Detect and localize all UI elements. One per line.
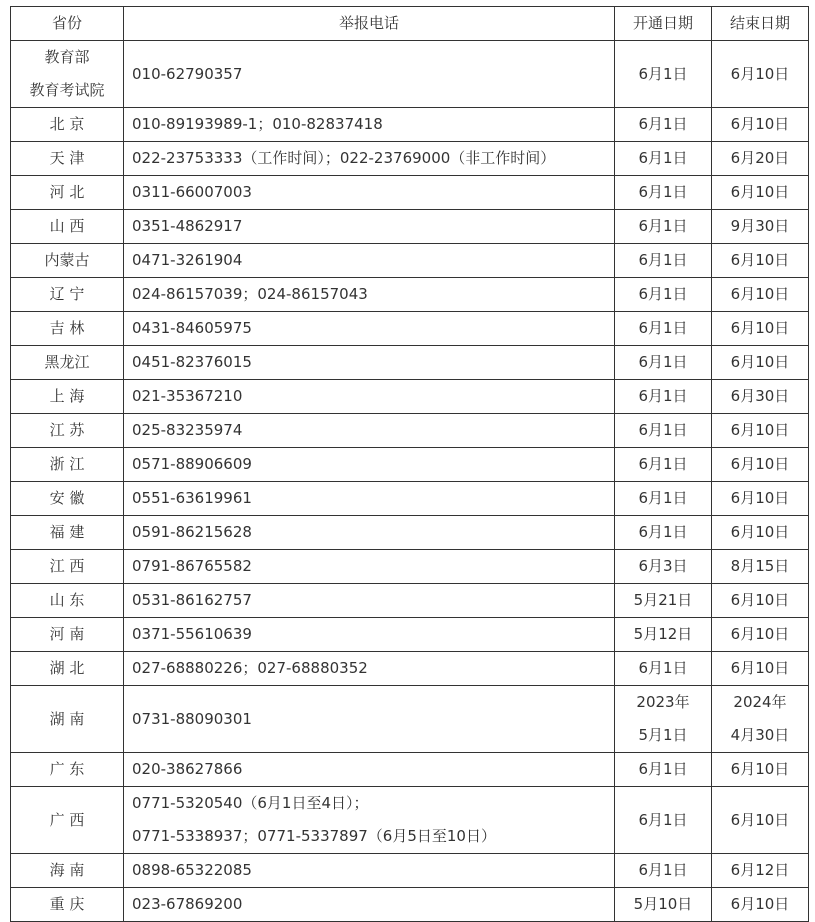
end-date-cell-text: 6月10日 <box>730 760 790 778</box>
end-date-cell <box>712 380 809 414</box>
province-cell <box>11 888 124 922</box>
table-row <box>11 686 809 753</box>
table-row <box>11 414 809 448</box>
phone-cell <box>124 312 615 346</box>
province-cell <box>11 686 124 753</box>
province-cell-text: 广 西 <box>49 810 85 829</box>
phone-cell-text: 024-86157039；024-86157043 <box>132 285 368 303</box>
start-date-cell <box>615 278 712 312</box>
end-date-cell <box>712 618 809 652</box>
table-row <box>11 516 809 550</box>
phone-cell-text: 0471-3261904 <box>132 251 243 269</box>
table-row <box>11 753 809 787</box>
province-cell-text: 教育考试院 <box>29 81 105 99</box>
start-date-cell-text: 6月3日 <box>638 557 688 575</box>
start-date-cell <box>615 550 712 584</box>
start-date-cell <box>615 584 712 618</box>
start-date-cell-text: 6月1日 <box>638 523 688 541</box>
phone-cell-text: 0771-5338937；0771-5337897（6月5日至10日） <box>132 827 496 845</box>
phone-cell <box>124 414 615 448</box>
phone-cell-text: 020-38627866 <box>132 760 243 778</box>
province-cell-text: 湖 南 <box>49 709 85 728</box>
province-cell-text: 北 京 <box>49 115 85 133</box>
end-date-cell <box>712 448 809 482</box>
end-date-cell-text: 6月10日 <box>730 115 790 133</box>
province-cell <box>11 584 124 618</box>
phone-cell <box>124 516 615 550</box>
province-cell-text: 教育部 <box>44 48 90 66</box>
table-row <box>11 346 809 380</box>
end-date-cell-text: 6月10日 <box>730 625 790 643</box>
start-date-cell-text: 6月1日 <box>638 149 688 167</box>
start-date-cell-text: 5月21日 <box>633 591 693 609</box>
phone-cell <box>124 41 615 108</box>
phone-cell <box>124 482 615 516</box>
end-date-cell-text: 6月10日 <box>730 523 790 541</box>
end-date-cell-text: 6月10日 <box>730 64 790 83</box>
end-date-cell <box>712 210 809 244</box>
start-date-cell <box>615 210 712 244</box>
end-date-cell-text: 6月12日 <box>730 861 790 879</box>
province-cell <box>11 142 124 176</box>
start-date-cell-text: 6月1日 <box>638 810 688 829</box>
start-date-cell <box>615 448 712 482</box>
province-cell-text: 内蒙古 <box>44 251 90 269</box>
end-date-cell-text: 6月10日 <box>730 421 790 439</box>
start-date-cell-text: 5月12日 <box>633 625 693 643</box>
province-cell <box>11 244 124 278</box>
table-row <box>11 618 809 652</box>
end-date-cell <box>712 312 809 346</box>
province-cell <box>11 41 124 108</box>
province-cell <box>11 278 124 312</box>
table-row <box>11 142 809 176</box>
table-row <box>11 584 809 618</box>
phone-cell <box>124 888 615 922</box>
start-date-cell-text: 2023年 <box>636 693 690 711</box>
end-date-cell-text: 6月10日 <box>730 489 790 507</box>
province-cell-text: 山 西 <box>49 217 85 235</box>
table-row <box>11 787 809 854</box>
province-cell <box>11 210 124 244</box>
start-date-cell <box>615 686 712 753</box>
table-row <box>11 888 809 922</box>
end-date-cell-text: 6月10日 <box>730 285 790 303</box>
province-cell <box>11 854 124 888</box>
start-date-cell-text: 6月1日 <box>638 489 688 507</box>
start-date-cell-text: 6月1日 <box>638 217 688 235</box>
end-date-cell <box>712 108 809 142</box>
province-cell <box>11 312 124 346</box>
end-date-cell-text: 6月10日 <box>730 895 790 913</box>
end-date-cell-text: 2024年 <box>733 693 787 711</box>
phone-cell <box>124 278 615 312</box>
header-row <box>11 7 809 41</box>
table-row <box>11 448 809 482</box>
end-date-cell <box>712 888 809 922</box>
start-date-cell-text: 6月1日 <box>638 251 688 269</box>
end-date-cell <box>712 584 809 618</box>
phone-cell <box>124 753 615 787</box>
phone-cell <box>124 787 615 854</box>
phone-cell-text: 0351-4862917 <box>132 217 243 235</box>
end-date-cell <box>712 854 809 888</box>
phone-cell <box>124 550 615 584</box>
phone-cell-text: 023-67869200 <box>132 895 243 913</box>
start-date-cell-text: 6月1日 <box>638 183 688 201</box>
province-cell-text: 海 南 <box>49 861 85 879</box>
province-cell-text: 天 津 <box>49 149 85 167</box>
province-cell <box>11 176 124 210</box>
start-date-cell <box>615 414 712 448</box>
phone-cell-text: 0771-5320540（6月1日至4日）； <box>132 794 369 812</box>
province-cell-text: 黑龙江 <box>44 353 90 371</box>
start-date-cell <box>615 618 712 652</box>
start-date-cell <box>615 652 712 686</box>
start-date-cell <box>615 176 712 210</box>
end-date-cell <box>712 686 809 753</box>
table-row <box>11 652 809 686</box>
end-date-cell-text: 6月10日 <box>730 251 790 269</box>
start-date-cell <box>615 482 712 516</box>
phone-cell <box>124 210 615 244</box>
province-cell-text: 河 北 <box>49 183 85 201</box>
table-row <box>11 312 809 346</box>
province-cell-text: 江 苏 <box>49 421 85 439</box>
phone-cell-text: 0731-88090301 <box>132 709 252 728</box>
province-cell <box>11 448 124 482</box>
phone-cell <box>124 652 615 686</box>
hotline-table <box>10 6 809 922</box>
province-cell <box>11 753 124 787</box>
phone-cell <box>124 142 615 176</box>
end-date-cell <box>712 550 809 584</box>
phone-cell-text: 0371-55610639 <box>132 625 252 643</box>
table-row <box>11 176 809 210</box>
header-phone: 举报电话 <box>124 7 615 41</box>
province-cell <box>11 346 124 380</box>
province-cell <box>11 108 124 142</box>
end-date-cell-text: 6月10日 <box>730 353 790 371</box>
province-cell-text: 吉 林 <box>49 319 85 337</box>
phone-cell-text: 0791-86765582 <box>132 557 252 575</box>
phone-cell <box>124 108 615 142</box>
start-date-cell <box>615 888 712 922</box>
start-date-cell-text: 6月1日 <box>638 285 688 303</box>
start-date-cell <box>615 787 712 854</box>
start-date-cell-text: 6月1日 <box>638 387 688 405</box>
start-date-cell <box>615 854 712 888</box>
start-date-cell-text: 6月1日 <box>638 861 688 879</box>
table-row <box>11 380 809 414</box>
province-cell <box>11 414 124 448</box>
province-cell-text: 江 西 <box>49 557 85 575</box>
start-date-cell <box>615 312 712 346</box>
end-date-cell <box>712 278 809 312</box>
end-date-cell <box>712 482 809 516</box>
end-date-cell <box>712 41 809 108</box>
phone-cell-text: 0451-82376015 <box>132 353 252 371</box>
province-cell-text: 河 南 <box>49 625 85 643</box>
end-date-cell-text: 6月10日 <box>730 659 790 677</box>
phone-cell <box>124 244 615 278</box>
province-cell-text: 广 东 <box>49 760 85 778</box>
table-row <box>11 482 809 516</box>
phone-cell-text: 0531-86162757 <box>132 591 252 609</box>
header-start-date: 开通日期 <box>615 7 712 41</box>
start-date-cell-text: 6月1日 <box>638 659 688 677</box>
phone-cell <box>124 380 615 414</box>
end-date-cell-text: 6月10日 <box>730 455 790 473</box>
end-date-cell <box>712 414 809 448</box>
table-row <box>11 244 809 278</box>
start-date-cell-text: 6月1日 <box>638 319 688 337</box>
end-date-cell-text: 6月10日 <box>730 810 790 829</box>
phone-cell-text: 0311-66007003 <box>132 183 252 201</box>
province-cell-text: 辽 宁 <box>49 285 85 303</box>
province-cell <box>11 380 124 414</box>
phone-cell-text: 0551-63619961 <box>132 489 252 507</box>
phone-cell-text: 0571-88906609 <box>132 455 252 473</box>
table-row <box>11 278 809 312</box>
start-date-cell <box>615 244 712 278</box>
phone-cell <box>124 854 615 888</box>
table-row <box>11 108 809 142</box>
end-date-cell <box>712 753 809 787</box>
table-row <box>11 41 809 108</box>
start-date-cell-text: 5月10日 <box>633 895 693 913</box>
start-date-cell-text: 6月1日 <box>638 760 688 778</box>
start-date-cell-text: 6月1日 <box>638 353 688 371</box>
end-date-cell <box>712 142 809 176</box>
end-date-cell <box>712 652 809 686</box>
end-date-cell-text: 9月30日 <box>730 217 790 235</box>
end-date-cell <box>712 244 809 278</box>
end-date-cell-text: 6月20日 <box>730 149 790 167</box>
start-date-cell <box>615 380 712 414</box>
province-cell-text: 湖 北 <box>49 659 85 677</box>
start-date-cell-text: 6月1日 <box>638 115 688 133</box>
province-cell-text: 安 徽 <box>49 489 85 507</box>
header-province: 省份 <box>11 7 124 41</box>
province-cell-text: 浙 江 <box>49 455 85 473</box>
province-cell <box>11 516 124 550</box>
start-date-cell-text: 6月1日 <box>638 64 688 83</box>
start-date-cell-text: 6月1日 <box>638 421 688 439</box>
start-date-cell-text: 5月1日 <box>638 726 688 744</box>
phone-cell-text: 025-83235974 <box>132 421 243 439</box>
end-date-cell <box>712 516 809 550</box>
table-row <box>11 210 809 244</box>
province-cell-text: 福 建 <box>49 523 85 541</box>
table-row <box>11 854 809 888</box>
province-cell <box>11 652 124 686</box>
province-cell <box>11 482 124 516</box>
end-date-cell <box>712 346 809 380</box>
phone-cell <box>124 584 615 618</box>
province-cell <box>11 787 124 854</box>
phone-cell-text: 0898-65322085 <box>132 861 252 879</box>
end-date-cell-text: 6月10日 <box>730 591 790 609</box>
end-date-cell-text: 8月15日 <box>730 557 790 575</box>
end-date-cell <box>712 787 809 854</box>
province-cell <box>11 618 124 652</box>
phone-cell-text: 022-23753333（工作时间）；022-23769000（非工作时间） <box>132 149 556 167</box>
phone-cell <box>124 618 615 652</box>
end-date-cell-text: 6月10日 <box>730 183 790 201</box>
end-date-cell-text: 4月30日 <box>730 726 790 744</box>
phone-cell <box>124 176 615 210</box>
start-date-cell <box>615 516 712 550</box>
phone-cell-text: 0431-84605975 <box>132 319 252 337</box>
province-cell-text: 重 庆 <box>49 895 85 913</box>
start-date-cell <box>615 753 712 787</box>
province-cell-text: 上 海 <box>49 387 85 405</box>
start-date-cell <box>615 142 712 176</box>
phone-cell-text: 021-35367210 <box>132 387 243 405</box>
phone-cell-text: 010-62790357 <box>132 64 243 83</box>
start-date-cell-text: 6月1日 <box>638 455 688 473</box>
end-date-cell <box>712 176 809 210</box>
phone-cell-text: 027-68880226；027-68880352 <box>132 659 368 677</box>
start-date-cell <box>615 41 712 108</box>
start-date-cell <box>615 108 712 142</box>
end-date-cell-text: 6月30日 <box>730 387 790 405</box>
phone-cell-text: 0591-86215628 <box>132 523 252 541</box>
header-end-date: 结束日期 <box>712 7 809 41</box>
phone-cell <box>124 448 615 482</box>
start-date-cell <box>615 346 712 380</box>
province-cell <box>11 550 124 584</box>
end-date-cell-text: 6月10日 <box>730 319 790 337</box>
phone-cell <box>124 686 615 753</box>
phone-cell-text: 010-89193989-1；010-82837418 <box>132 115 383 133</box>
phone-cell <box>124 346 615 380</box>
province-cell-text: 山 东 <box>49 591 85 609</box>
table-row <box>11 550 809 584</box>
